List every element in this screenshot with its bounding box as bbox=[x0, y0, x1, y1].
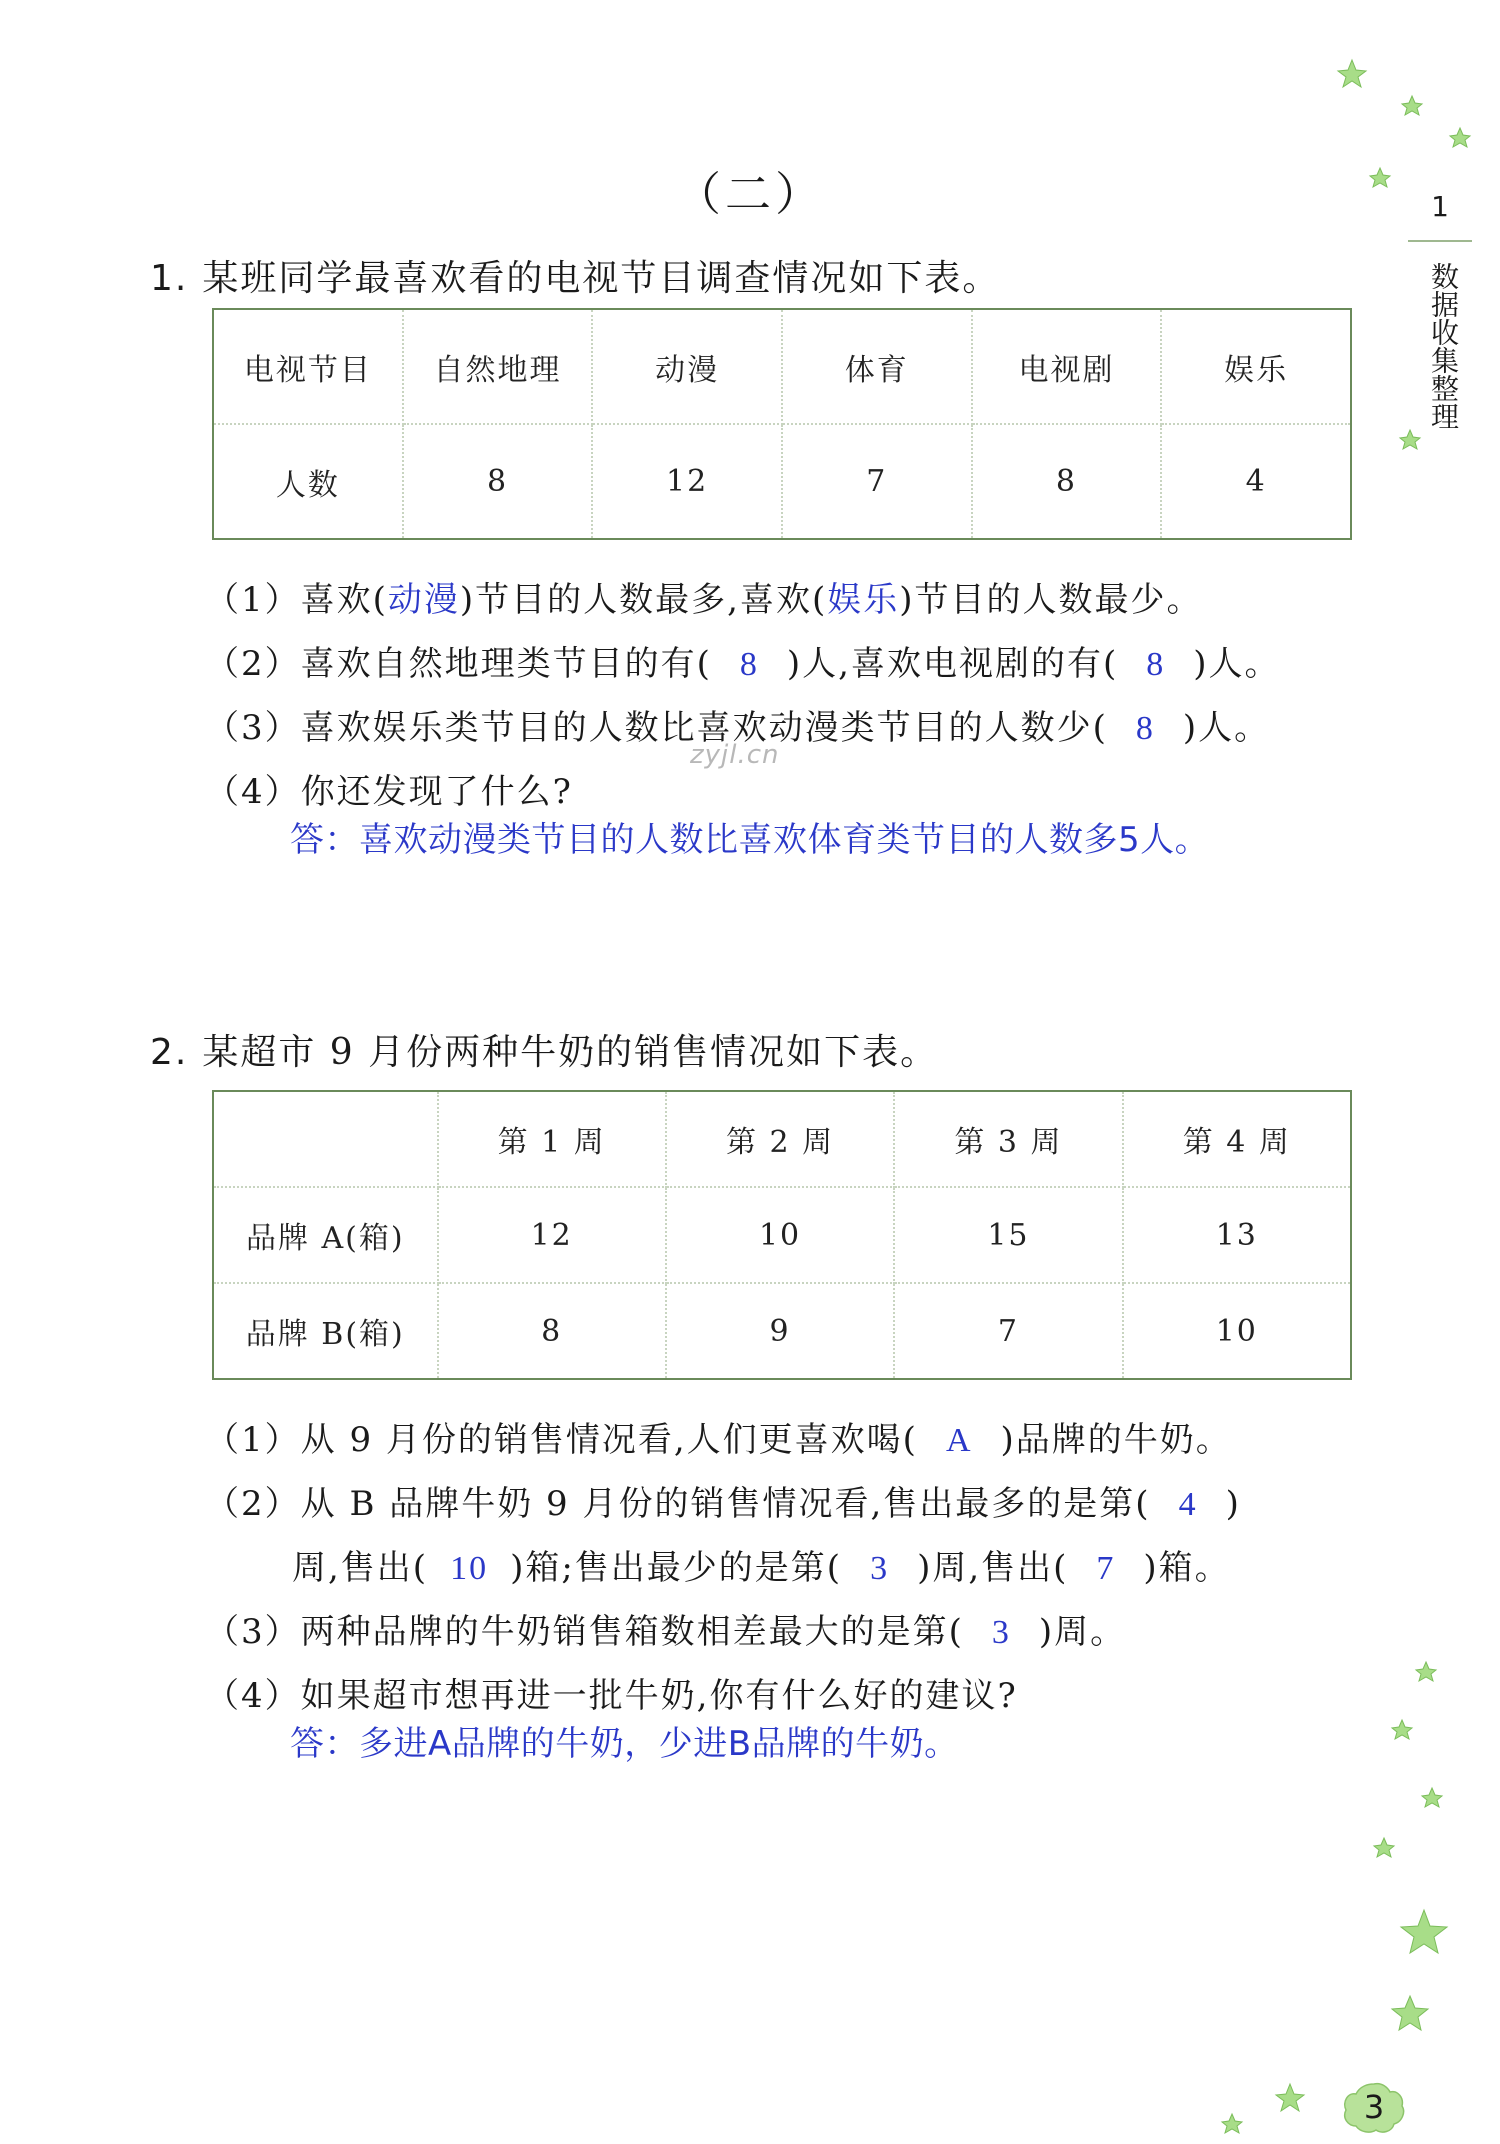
q2-sub1-text-a: （1）从 9 月份的销售情况看,人们更喜欢喝( bbox=[205, 1420, 918, 1460]
q1-sub1-text-c: )节目的人数最少。 bbox=[899, 580, 1203, 620]
q1-header-cell: 电视节目 bbox=[213, 309, 403, 424]
q1-sub1-answer1: 动漫 bbox=[387, 582, 460, 619]
star-icon bbox=[1374, 1838, 1394, 1857]
q2-sub2-line2 bbox=[292, 1540, 1231, 1589]
q2-header-cell: 第 1 周 bbox=[438, 1091, 666, 1187]
q1-header-cell: 体育 bbox=[782, 309, 972, 424]
q2-rowA-cell: 12 bbox=[438, 1187, 666, 1283]
q2-sub2-text-a: （2）从 B 品牌牛奶 9 月份的销售情况看,售出最多的是第( bbox=[205, 1484, 1151, 1524]
q2-header-cell: 第 2 周 bbox=[666, 1091, 894, 1187]
q2-number: 2. bbox=[150, 1032, 189, 1073]
q1-sub1-text-a: （1）喜欢( bbox=[205, 580, 388, 620]
q2-sub2-text-e: )周,售出( bbox=[917, 1548, 1069, 1588]
q1-row-cell: 12 bbox=[592, 424, 782, 539]
page-title: （二） bbox=[675, 167, 825, 221]
q2-sub4-answer: 答：多进A品牌的牛奶，少进B品牌的牛奶。 bbox=[290, 1724, 959, 1764]
q1-row-cell: 4 bbox=[1245, 464, 1267, 499]
q2-sub1 bbox=[205, 1412, 1232, 1461]
q2-rowB-cell: 7 bbox=[894, 1283, 1122, 1379]
star-icon bbox=[1400, 430, 1420, 449]
star-icon bbox=[1338, 60, 1366, 87]
q1-sub3-text-b: )人。 bbox=[1182, 708, 1271, 748]
watermark: zyjl.cn bbox=[690, 740, 780, 770]
q1-header-cell: 娱乐 bbox=[1161, 309, 1351, 424]
q2-text: 某超市 9 月份两种牛奶的销售情况如下表。 bbox=[202, 1032, 939, 1073]
q1-table bbox=[212, 308, 1352, 540]
q2-sub3-text-a: （3）两种品牌的牛奶销售箱数相差最大的是第( bbox=[205, 1612, 964, 1652]
q1-title bbox=[150, 250, 1000, 301]
q2-sub4: （4）如果超市想再进一批牛奶,你有什么好的建议? bbox=[205, 1676, 1018, 1716]
q2-sub2-answer1: 4 bbox=[1178, 1486, 1198, 1523]
q2-header-cell: 第 3 周 bbox=[894, 1091, 1122, 1187]
q1-sub2 bbox=[205, 636, 1281, 685]
q2-sub1-text-b: )品牌的牛奶。 bbox=[1000, 1420, 1232, 1460]
q2-header-cell bbox=[213, 1091, 438, 1187]
chapter-number: 1 bbox=[1431, 190, 1449, 223]
star-icon bbox=[1276, 2084, 1304, 2111]
q2-rowA-cell: 13 bbox=[1123, 1187, 1351, 1283]
q1-header-cell: 动漫 bbox=[592, 309, 782, 424]
q1-sub2-text-a: （2）喜欢自然地理类节目的有( bbox=[205, 644, 712, 684]
q1-sub1-answer2: 娱乐 bbox=[827, 582, 900, 619]
page-number: 3 bbox=[1363, 2088, 1385, 2126]
q2-title bbox=[150, 1024, 938, 1075]
q2-sub2-answer2: 10 bbox=[450, 1550, 489, 1587]
chapter-divider bbox=[1408, 240, 1472, 242]
q2-rowA-cell: 15 bbox=[894, 1187, 1122, 1283]
q1-sub1-text-b: )节目的人数最多,喜欢( bbox=[459, 580, 828, 620]
q2-sub2-text-b: ) bbox=[1225, 1484, 1241, 1524]
star-icon bbox=[1401, 1910, 1447, 1953]
q1-row-cell: 8 bbox=[403, 424, 593, 539]
star-icon bbox=[1422, 1788, 1442, 1807]
q2-table bbox=[212, 1090, 1352, 1380]
q2-sub2-answer4: 7 bbox=[1096, 1550, 1116, 1587]
q1-number: 1. bbox=[150, 258, 189, 299]
star-icon bbox=[1450, 128, 1470, 147]
q1-row-cell: 7 bbox=[782, 424, 972, 539]
q1-sub3-answer1: 8 bbox=[1135, 710, 1155, 747]
star-icon bbox=[1416, 1662, 1436, 1681]
q2-rowA-cell: 品牌 A(箱) bbox=[213, 1187, 438, 1283]
q1-header-cell: 自然地理 bbox=[403, 309, 593, 424]
star-icon bbox=[1392, 1720, 1412, 1739]
star-icon bbox=[1222, 2114, 1242, 2133]
q1-sub4: （4）你还发现了什么? bbox=[205, 772, 573, 812]
chapter-title: 数据收集整理 bbox=[1427, 262, 1460, 430]
q1-sub4-answer: 答：喜欢动漫类节目的人数比喜欢体育类节目的人数多5人。 bbox=[290, 820, 1210, 860]
q1-sub2-answer1: 8 bbox=[739, 646, 759, 683]
q2-sub2-answer3: 3 bbox=[870, 1550, 890, 1587]
q2-sub2-text-c: 周,售出( bbox=[292, 1548, 429, 1588]
q2-sub2-line1 bbox=[205, 1476, 1241, 1525]
q2-sub3-text-b: )周。 bbox=[1038, 1612, 1127, 1652]
q1-row-cell: 人数 bbox=[213, 424, 403, 539]
q2-sub3-answer1: 3 bbox=[991, 1614, 1011, 1651]
q2-rowA-cell: 10 bbox=[666, 1187, 894, 1283]
q2-rowB-cell: 8 bbox=[438, 1283, 666, 1379]
q1-sub1 bbox=[205, 572, 1203, 621]
q2-sub1-answer1: A bbox=[945, 1422, 973, 1459]
q2-rowB-cell: 9 bbox=[666, 1283, 894, 1379]
q1-sub3-text-a: （3）喜欢娱乐类节目的人数比喜欢动漫类节目的人数少( bbox=[205, 708, 1108, 748]
q1-row-cell: 8 bbox=[972, 424, 1162, 539]
q2-sub2-text-d: )箱;售出最少的是第( bbox=[510, 1548, 843, 1588]
q1-sub2-answer2: 8 bbox=[1146, 646, 1166, 683]
q2-rowB-cell: 10 bbox=[1215, 1313, 1258, 1349]
q2-sub3 bbox=[205, 1604, 1126, 1653]
q1-header-cell: 电视剧 bbox=[972, 309, 1162, 424]
star-icon bbox=[1392, 1996, 1428, 2030]
q2-header-cell: 第 4 周 bbox=[1123, 1091, 1351, 1187]
q2-sub2-text-f: )箱。 bbox=[1143, 1548, 1231, 1588]
q1-text: 某班同学最喜欢看的电视节目调查情况如下表。 bbox=[202, 258, 1001, 299]
star-icon bbox=[1402, 96, 1422, 115]
q2-rowB-cell: 品牌 B(箱) bbox=[213, 1283, 438, 1379]
q1-sub2-text-b: )人,喜欢电视剧的有( bbox=[786, 644, 1119, 684]
q1-sub2-text-c: )人。 bbox=[1193, 644, 1281, 684]
